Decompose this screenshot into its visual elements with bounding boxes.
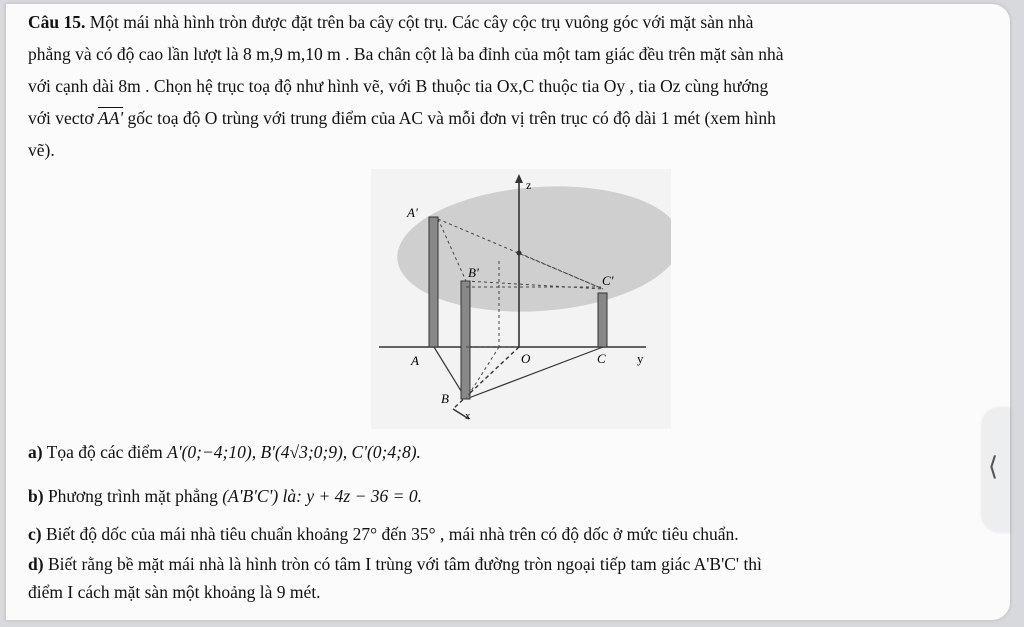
statement-c: c) Biết độ dốc của mái nhà tiêu chuẩn khoảng 27° đến 35° , mái nhà trên có độ dốc ở mức tiêu chuẩn. <box>28 524 739 544</box>
label-x: x <box>465 410 471 422</box>
statement-a-math: A'(0;−4;10), B'(4√3;0;9), C'(0;4;8). <box>167 442 421 462</box>
coordinate-figure <box>371 169 671 429</box>
label-b-prime: B' <box>468 265 479 280</box>
statement-b-math: (A'B'C') là: y + 4z − 36 = 0. <box>222 486 422 506</box>
pillar-c <box>598 293 607 347</box>
problem-line-2: phẳng và có độ cao lần lượt là 8 m,9 m,10 m . Ba chân cột là ba đỉnh của một tam giác đều trên mặt sàn nhà <box>28 44 784 64</box>
label-y: y <box>637 351 644 366</box>
statement-a: a) Tọa độ các điểm A'(0;−4;10), B'(4√3;0;9), C'(0;4;8). <box>28 442 421 462</box>
problem-line-3: với cạnh dài 8m . Chọn hệ trục toạ độ như hình vẽ, với B thuộc tia Ox,C thuộc tia Oy , tia Oz cùng hướng <box>28 76 769 96</box>
problem-line-5: vẽ). <box>28 140 55 160</box>
problem-line-4: với vectơ AA' gốc toạ độ O trùng với trung điểm của AC và mỗi đơn vị trên trục có độ dài 1 mét (xem hình <box>28 108 776 128</box>
label-c-prime: C' <box>602 273 614 288</box>
side-panel-handle[interactable] <box>982 408 1010 532</box>
vector-aa-prime: AA' <box>98 108 124 128</box>
problem-line-1: Câu 15. Một mái nhà hình tròn được đặt trên ba cây cột trụ. Các cây cộc trụ vuông góc với mặt sàn nhà <box>28 12 754 32</box>
pillar-b <box>461 281 470 399</box>
label-c: C <box>597 351 606 366</box>
label-a: A <box>411 353 419 368</box>
chevron-left-icon: ⟨ <box>988 452 999 482</box>
problem-label: Câu 15. <box>28 12 86 32</box>
problem-statement <box>28 6 978 166</box>
statement-d-continued: điểm I cách mặt sàn một khoảng là 9 mét. <box>28 582 321 602</box>
statement-d: d) Biết rằng bề mặt mái nhà là hình tròn có tâm I trùng với tâm đường tròn ngoại tiếp tam giác A'B'C' thì <box>28 554 762 574</box>
statement-b: b) Phương trình mặt phẳng (A'B'C') là: y + 4z − 36 = 0. <box>28 486 422 506</box>
label-b: B <box>441 391 449 406</box>
pillar-a <box>429 217 438 347</box>
document-page <box>6 4 1010 620</box>
label-o: O <box>521 351 531 366</box>
label-z: z <box>526 178 532 192</box>
label-a-prime: A' <box>407 205 418 220</box>
